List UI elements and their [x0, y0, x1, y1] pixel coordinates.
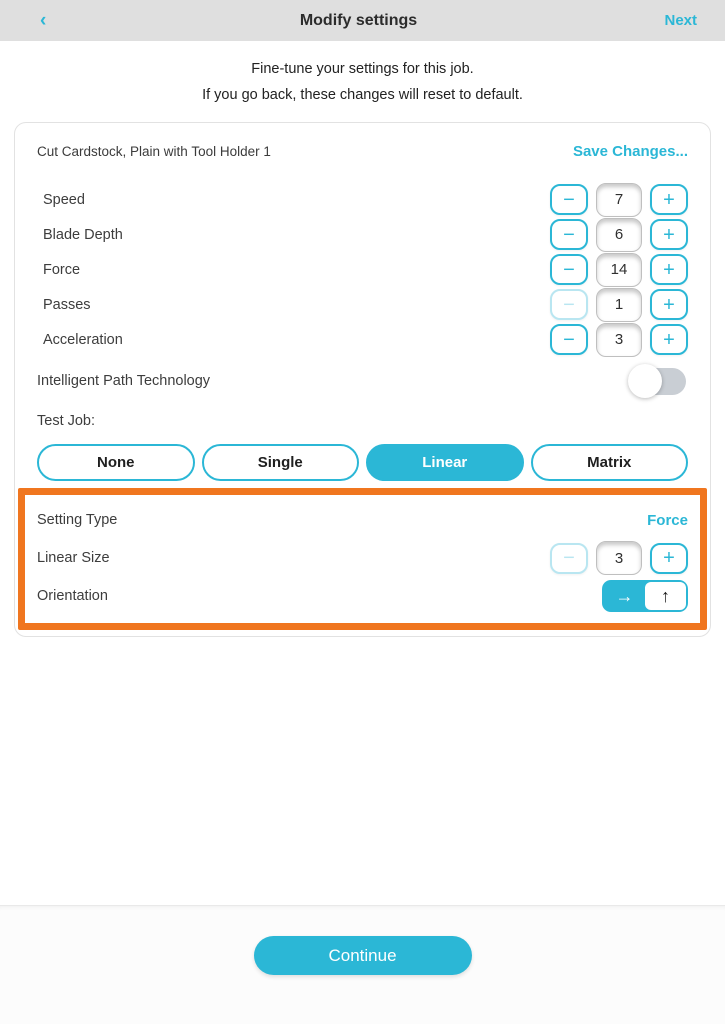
setting-row-acceleration — [37, 322, 688, 357]
setting-type-label: Setting Type — [37, 512, 118, 528]
blade-depth-label: Blade Depth — [43, 226, 123, 243]
setting-type-row — [37, 501, 688, 539]
intro-line-2: If you go back, these changes will reset to default. — [202, 87, 523, 103]
plus-icon: + — [663, 328, 675, 351]
speed-decrement-button[interactable] — [550, 184, 588, 215]
acceleration-increment-button[interactable] — [650, 324, 688, 355]
acceleration-decrement-button[interactable] — [550, 324, 588, 355]
minus-icon: − — [563, 547, 575, 569]
right-arrow-icon: → — [615, 585, 634, 606]
setting-row-force — [37, 252, 688, 287]
setting-row-blade-depth — [37, 217, 688, 252]
minus-icon: − — [563, 328, 575, 351]
force-decrement-button[interactable] — [550, 254, 588, 285]
linear-size-increment-button[interactable] — [650, 543, 688, 574]
next-button[interactable]: Next — [664, 12, 697, 29]
blade-depth-increment-button[interactable] — [650, 219, 688, 250]
header-bar — [0, 0, 725, 41]
force-label: Force — [43, 261, 81, 278]
acceleration-value-field[interactable]: 3 — [596, 323, 642, 357]
continue-button[interactable]: Continue — [254, 936, 472, 975]
up-arrow-icon: ↑ — [661, 585, 670, 606]
footer-bar — [0, 905, 725, 1024]
speed-stepper — [550, 183, 688, 217]
test-job-option-matrix[interactable]: Matrix — [531, 444, 689, 481]
minus-icon: − — [563, 188, 575, 211]
passes-increment-button[interactable] — [650, 289, 688, 320]
minus-icon: − — [563, 258, 575, 281]
intro-text — [0, 41, 725, 108]
blade-depth-stepper — [550, 218, 688, 252]
plus-icon: + — [663, 293, 675, 316]
test-job-options — [37, 444, 688, 481]
linear-size-label: Linear Size — [37, 550, 110, 566]
intelligent-path-row — [37, 363, 688, 399]
test-job-option-single[interactable]: Single — [202, 444, 360, 481]
orientation-control — [602, 580, 688, 612]
passes-value-field[interactable]: 1 — [596, 288, 642, 322]
force-stepper — [550, 253, 688, 287]
orientation-right-button[interactable] — [604, 582, 645, 610]
linear-size-stepper — [550, 541, 688, 575]
test-job-option-none[interactable]: None — [37, 444, 195, 481]
save-changes-link[interactable]: Save Changes... — [572, 143, 688, 160]
passes-label: Passes — [43, 296, 91, 313]
setting-row-passes — [37, 287, 688, 322]
intelligent-path-label: Intelligent Path Technology — [37, 373, 211, 389]
material-name: Cut Cardstock, Plain with Tool Holder 1 — [37, 144, 271, 159]
speed-value-field[interactable]: 7 — [596, 183, 642, 217]
force-value-field[interactable]: 14 — [596, 253, 642, 287]
intelligent-path-toggle[interactable] — [630, 368, 686, 395]
settings-card — [14, 122, 711, 637]
minus-icon: − — [563, 223, 575, 246]
toggle-knob — [628, 364, 662, 398]
plus-icon: + — [663, 223, 675, 246]
page-title: Modify settings — [299, 11, 418, 29]
intro-line-1: Fine-tune your settings for this job. — [251, 61, 474, 77]
linear-size-decrement-button[interactable] — [550, 543, 588, 574]
blade-depth-decrement-button[interactable] — [550, 219, 588, 250]
passes-decrement-button[interactable] — [550, 289, 588, 320]
force-increment-button[interactable] — [650, 254, 688, 285]
passes-stepper — [550, 288, 688, 322]
linear-size-value-field[interactable]: 3 — [596, 541, 642, 575]
setting-row-speed — [37, 182, 688, 217]
back-button[interactable] — [40, 11, 60, 30]
blade-depth-value-field[interactable]: 6 — [596, 218, 642, 252]
setting-type-value[interactable]: Force — [647, 511, 688, 529]
orientation-row — [37, 577, 688, 615]
plus-icon: + — [663, 258, 675, 281]
acceleration-label: Acceleration — [43, 331, 123, 348]
orientation-label: Orientation — [37, 588, 108, 604]
card-header — [37, 143, 688, 160]
speed-label: Speed — [43, 191, 85, 208]
test-job-label: Test Job: — [37, 413, 96, 429]
plus-icon: + — [663, 188, 675, 211]
minus-icon: − — [563, 293, 575, 316]
acceleration-stepper — [550, 323, 688, 357]
test-job-option-linear[interactable]: Linear — [366, 444, 524, 481]
orientation-up-button[interactable] — [645, 582, 686, 610]
plus-icon: + — [663, 547, 675, 569]
back-chevron-icon: ‹ — [40, 10, 47, 31]
highlight-box — [18, 488, 707, 630]
linear-size-row — [37, 539, 688, 577]
speed-increment-button[interactable] — [650, 184, 688, 215]
